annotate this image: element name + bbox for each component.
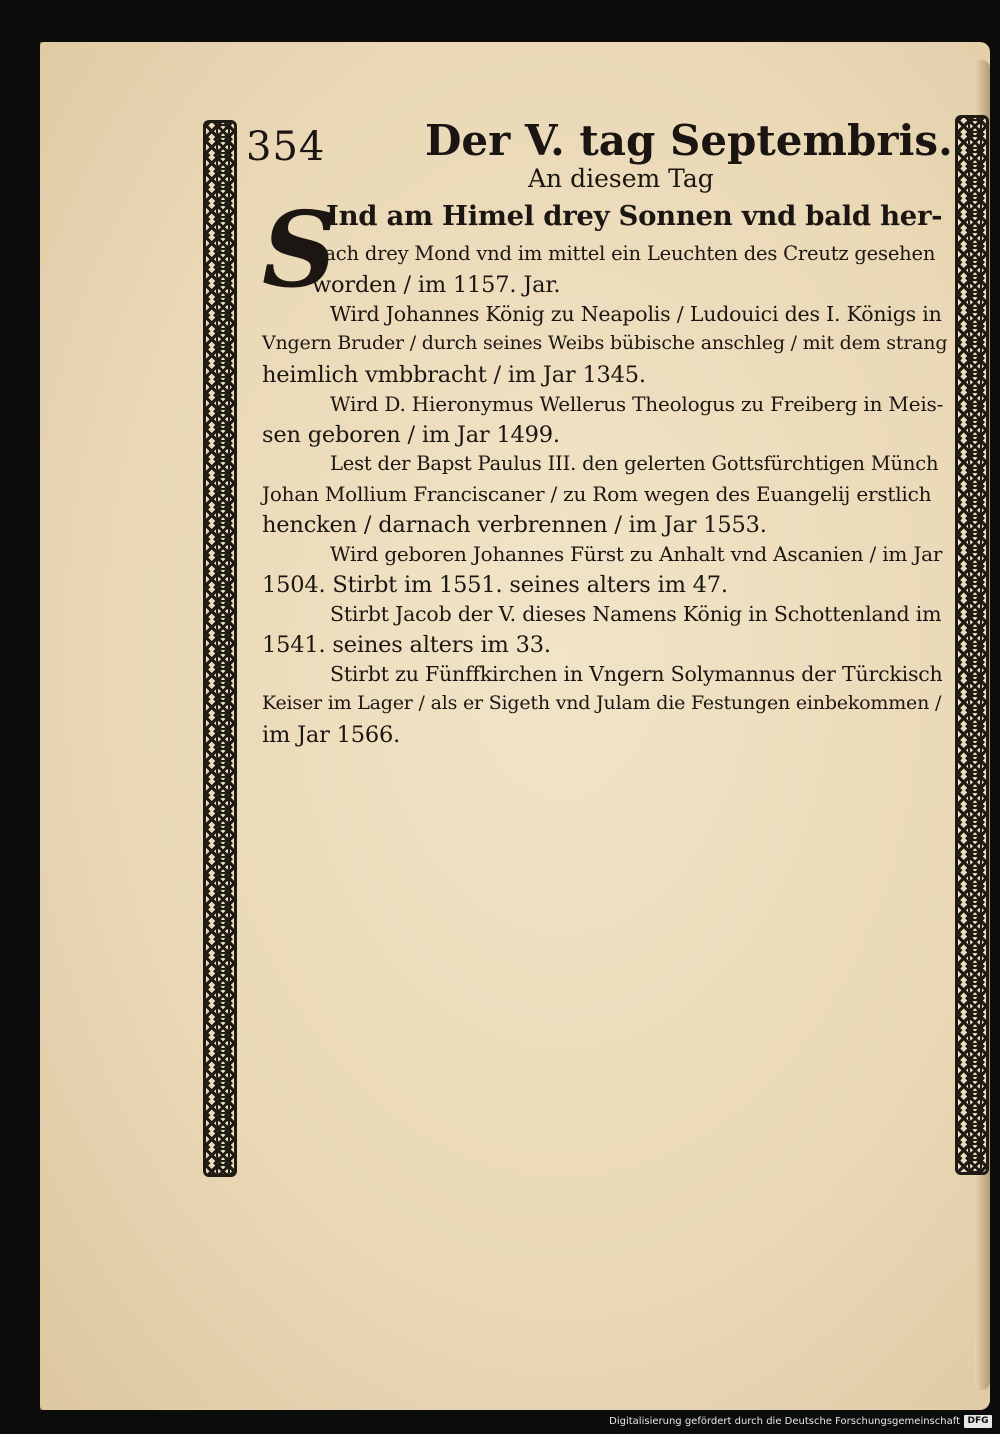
text-line: Keiser im Lager / als er Sigeth vnd Julam die Festungen einbekommen / xyxy=(262,692,942,714)
text-line: worden / im 1157. Jar. xyxy=(312,272,561,298)
ornamental-border-left xyxy=(203,120,237,1177)
text-line: Ind am Himel drey Sonnen vnd bald her- xyxy=(326,200,943,232)
text-line: Stirbt Jacob der V. dieses Namens König in Schottenland im xyxy=(330,602,942,626)
page-title: Der V. tag Septembris. xyxy=(425,116,953,165)
text-line: Johan Mollium Franciscaner / zu Rom wegen des Euangelij erstlich xyxy=(262,482,932,506)
text-line: Wird geboren Johannes Fürst zu Anhalt vnd Ascanien / im Jar xyxy=(330,542,943,566)
text-line: Wird Johannes König zu Neapolis / Ludouici des I. Königs in xyxy=(330,302,942,326)
digitization-credit: Digitalisierung gefördert durch die Deutsche Forschungsgemeinschaft xyxy=(609,1416,960,1427)
text-line: 1504. Stirbt im 1551. seines alters im 47. xyxy=(262,572,728,598)
text-line: Stirbt zu Fünffkirchen in Vngern Solymannus der Türckisch xyxy=(330,662,943,686)
page-subtitle: An diesem Tag xyxy=(528,164,714,193)
text-line: Wird D. Hieronymus Wellerus Theologus zu Freiberg in Meis- xyxy=(330,392,944,416)
drop-cap: S xyxy=(262,188,338,311)
text-line: heimlich vmbbracht / im Jar 1345. xyxy=(262,362,646,388)
text-line: Lest der Bapst Paulus III. den gelerten Gottsfürchtigen Münch xyxy=(330,452,939,475)
ornamental-border-right xyxy=(955,115,989,1175)
page-number: 354 xyxy=(246,124,326,170)
text-line: im Jar 1566. xyxy=(262,722,401,748)
dfg-logo: DFG xyxy=(964,1415,992,1428)
text-line: Vngern Bruder / durch seines Weibs bübische anschleg / mit dem strang xyxy=(262,332,948,354)
text-line: 1541. seines alters im 33. xyxy=(262,632,551,658)
text-line: nach drey Mond vnd im mittel ein Leuchten des Creutz gesehen xyxy=(312,242,936,265)
text-line: sen geboren / im Jar 1499. xyxy=(262,422,560,448)
text-line: hencken / darnach verbrennen / im Jar 1553. xyxy=(262,512,767,538)
